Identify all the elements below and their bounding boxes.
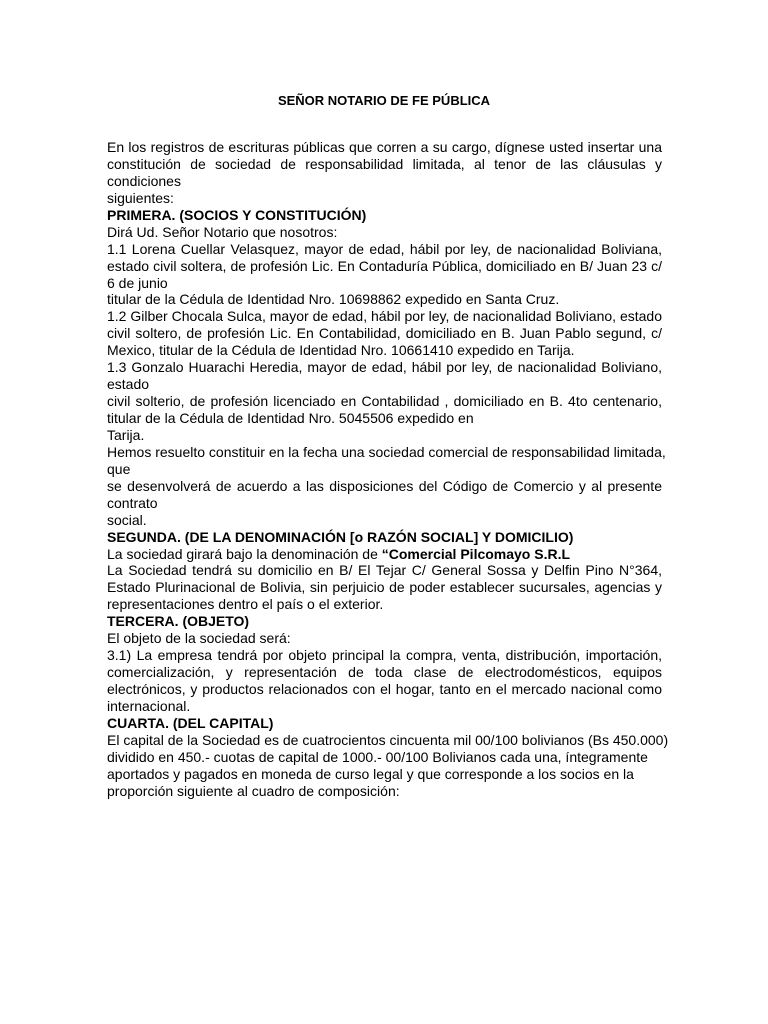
company-name: “Comercial Pilcomayo S.R.L — [381, 545, 571, 562]
cuarta-line: dividido en 450.- cuotas de capital de 1000.- 00/100 Bolivianos cada una, íntegramente — [107, 748, 648, 765]
tercera-line: 3.1) La empresa tendrá por objeto principal la compra, venta, distribución, importación, — [107, 647, 662, 664]
segunda-line: representaciones dentro el país o el exterior. — [107, 596, 384, 613]
primera-line: titular de la Cédula de Identidad Nro. 5045506 expedido en — [107, 410, 474, 426]
primera-line: 1.3 Gonzalo Huarachi Heredia, mayor de edad, hábil por ley, de nacionalidad Boliviano, — [107, 359, 662, 376]
segunda-line: Estado Plurinacional de Bolivia, sin perjuicio de poder establecer sucursales, agencias y — [107, 579, 662, 596]
tercera-line: electrónicos, y productos relacionados con el hogar, tanto en el mercado nacional como — [107, 681, 662, 697]
clause-heading-cuarta: CUARTA. (DEL CAPITAL) — [107, 714, 274, 731]
primera-line: se desenvolverá de acuerdo a las disposiciones del Código de Comercio y al presente — [107, 477, 662, 494]
clause-heading-segunda: SEGUNDA. (DE LA DENOMINACIÓN [o RAZÓN SOCIAL] Y DOMICILIO) — [107, 528, 574, 545]
primera-line: 6 de junio — [107, 274, 168, 291]
primera-line: social. — [107, 511, 147, 528]
page-title: SEÑOR NOTARIO DE FE PÚBLICA — [277, 93, 491, 108]
primera-line: contrato — [107, 494, 158, 511]
primera-line: Dirá Ud. Señor Notario que nosotros: — [107, 223, 338, 240]
primera-line: estado civil soltera, de profesión Lic. En Contaduría Pública, domiciliado en B/ Juan 23 c/ — [107, 257, 662, 274]
cuarta-line: aportados y pagados en moneda de curso legal y que corresponde a los socios en la — [107, 765, 634, 782]
tercera-line: comercialización, y representación de toda clase de electrodomésticos, equipos — [107, 664, 662, 681]
document-body — [107, 139, 669, 800]
primera-line: 1.1 Lorena Cuellar Velasquez, mayor de edad, hábil por ley, de nacionalidad Boliviana, — [107, 240, 662, 257]
tercera-line: El objeto de la sociedad será: — [107, 630, 291, 647]
segunda-denomination-line — [107, 546, 662, 563]
primera-line: titular de la Cédula de Identidad Nro. 10698862 expedido en Santa Cruz. — [107, 291, 560, 308]
cuarta-line: proporción siguiente al cuadro de composición: — [107, 782, 400, 799]
intro-line: En los registros de escrituras públicas que corren a su cargo, dígnese usted insertar una — [107, 139, 662, 155]
primera-line: estado — [107, 376, 150, 393]
primera-line: 1.2 Gilber Chocala Sulca, mayor de edad, hábil por ley, de nacionalidad Boliviano, estado — [107, 308, 662, 325]
primera-line: Mexico, titular de la Cédula de Identidad Nro. 10661410 expedido en Tarija. — [107, 342, 575, 359]
primera-line: Hemos resuelto constituir en la fecha una sociedad comercial de responsabilidad limitada, — [107, 443, 666, 460]
primera-line: que — [107, 460, 131, 477]
clause-heading-tercera: TERCERA. (OBJETO) — [107, 613, 250, 630]
tercera-line: internacional. — [107, 697, 191, 714]
intro-line: siguientes: — [107, 189, 174, 206]
primera-line: civil solterio, de profesión licenciado en Contabilidad , domiciliado en B. 4to centenario, — [107, 393, 662, 410]
primera-line: civil soltero, de profesión Lic. En Contabilidad, domiciliado en B. Juan Pablo segund, c/ — [107, 325, 662, 342]
cuarta-line: El capital de la Sociedad es de cuatrocientos cincuenta mil 00/100 bolivianos (Bs 450.000) — [107, 731, 669, 748]
denomination-prefix: La sociedad girará bajo la denominación de — [107, 545, 382, 562]
primera-line: Tarija. — [107, 426, 145, 443]
clause-heading-primera: PRIMERA. (SOCIOS Y CONSTITUCIÓN) — [107, 206, 367, 223]
intro-line: condiciones — [107, 172, 181, 189]
intro-line: constitución de sociedad de responsabilidad limitada, al tenor de las cláusulas y — [107, 155, 662, 172]
segunda-line: La Sociedad tendrá su domicilio en B/ El Tejar C/ General Sossa y Delfin Pino N°364, — [107, 562, 662, 579]
